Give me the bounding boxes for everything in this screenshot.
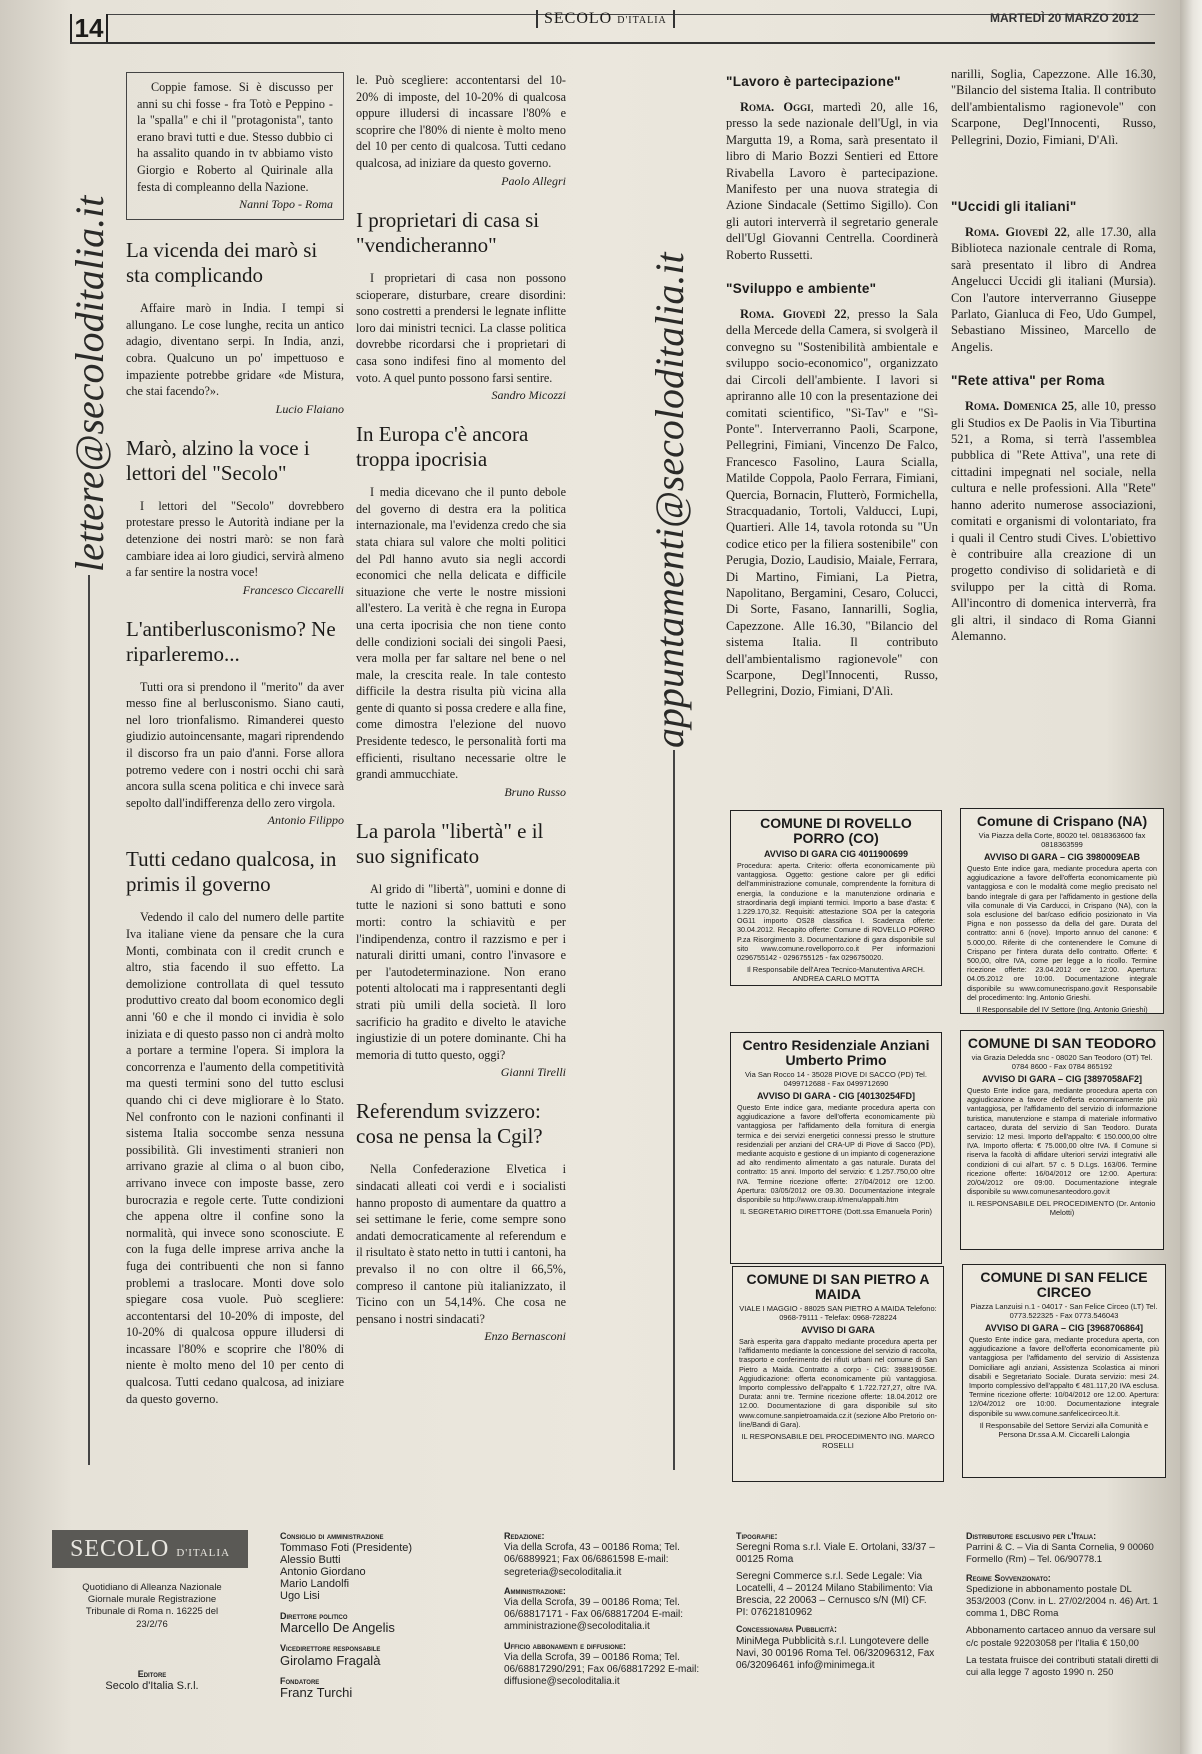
ad-san-pietro-a-maida bbox=[732, 1266, 944, 1482]
letter-title: Tutti cedano qualcosa, in primis il governo bbox=[126, 847, 337, 897]
publisher-info: Quotidiano di Alleanza Nazionale Giornale murale Registrazione Tribunale di Roma n. 16225 del 23/2/76 bbox=[82, 1582, 222, 1630]
page-edge bbox=[1180, 0, 1202, 1754]
ad-title: COMUNE DI SAN FELICE CIRCEO bbox=[980, 1269, 1148, 1300]
letter-box bbox=[126, 72, 344, 220]
letter-signature: Gianni Tirelli bbox=[500, 1065, 566, 1080]
appointment-body: , alle 10, presso gli Studios ex De Paolis in Via Tiburtina 521, a Roma, si terrà l'assemblea pubblica di "Rete Attiva", una rete di cittadini impegnati nel sociale, nella cultura e nelle professioni. Alla "Rete" hanno aderito numerose associazioni, comitati e organismi di volontariato, fra i quali il Centro studi Cives. L'obiettivo è contribuire alla creazione di un progetto condiviso di solidarietà e di sviluppo per la città di Roma. All'incontro di domenica interverrà, fra gli altri, il sindaco di Roma Gianni Alemanno. bbox=[951, 399, 1156, 643]
letter-body: I media dicevano che il punto debole del governo di destra era la politica internazionale, ma l'evidenza credo che sia stata chiara sul valore che molti politici del Pdl hanno avuto sia negli accordi economici che nella delicata e difficile situazione che verte le nostre missioni all'estero. La verità è che regna in Europa una certa ipocrisia che non tiene conto delle condizioni sociali dei singoli Paesi, vera molla per far saltare nel bene o nel male, la crescita reale. In tale contesto difficile la destra risulta più vicina alla gente di quanto si possa credere e alla fine, come dimostra l'elezione del nuovo Presidente tedesco, le personalità forti ma efficienti, risultano necessarie oltre le grandi ammucchiate. bbox=[356, 485, 566, 782]
appointment-body-continued: narilli, Soglia, Capezzone. Alle 16.30, "Bilancio del sistema Italia. Il contributo dell'ambientalismo ragionevole" con Scarpone, Degl'Innocenti, Russo, Pellegrini, Dozio, Fimiani, D'Alì. bbox=[951, 67, 1156, 147]
header-rule bbox=[70, 42, 1155, 44]
publication-name: SECOLO D'ITALIA bbox=[536, 10, 675, 28]
letter-title: In Europa c'è ancora troppa ipocrisia bbox=[356, 422, 529, 472]
appointments-email-label: appuntamenti@secoloditalia.it bbox=[647, 252, 692, 748]
letter-body: Vedendo il calo del numero delle partite Iva italiane viene da pensare che la cura Monti, combinata con il credit crunch e altro, stia facendo il suo effetto. La demolizione controllata di quel tessuto produttivo creato dal boom economico degli anni '60 e che il mondo ci invidia è solo iniziata e di questo passo non ci andrà molto a portare a termine l'opera. Si implora la concorrenza e l'aumento della competitività ma questi termini sono del tutto esclusi quando chi ci deve migliorare è lo Stato. Nel confronto con le nazioni confinanti il sistema Italia soccombe senza nessuna possibilità. Gli investimenti stranieri non arrivano grazie al clima o al buon cibo, arrivano invece con imposte basse, zero burocrazia e regole certe. Tutte condizioni che appena oltre il confine sono la normalità, qui invece sono sconosciute. E con la fuga delle imprese arriva anche la fuga dei contribuenti che non si fanno problemi a traslocare. Monti dove solo spiegare cosa vuole. Può scegliere: accontentarsi del 10-20% di imposte, del 10-20% di qualcosa oppure illudersi di incassare l'80% e scoprire che l'80% di niente è molto meno del 10 per cento di qualcosa. Tutti cedano qualcosa, ad iniziare da questo governo. bbox=[126, 910, 344, 1406]
letter-signature: Paolo Allegri bbox=[501, 174, 566, 188]
letter-title: La vicenda dei marò si sta complicando bbox=[126, 238, 318, 288]
appointment-title: "Lavoro è partecipazione" bbox=[726, 74, 901, 89]
ad-notice: AVVISO DI GARA bbox=[801, 1325, 875, 1335]
ad-responsible: Il Responsabile del Settore Servizi alla Comunità e Persona Dr.ssa A.M. Ciccarelli Lalongia bbox=[979, 1420, 1149, 1439]
appointment-lead: Roma. Giovedì 22 bbox=[965, 225, 1067, 239]
appointments-vertical-rule bbox=[673, 750, 675, 1470]
appointment-title: "Uccidi gli italiani" bbox=[951, 199, 1077, 214]
ad-title: COMUNE DI SAN PIETRO A MAIDA bbox=[746, 1271, 930, 1302]
letters-column-2 bbox=[356, 72, 566, 1345]
letter-title: I proprietari di casa si "vendicheranno" bbox=[356, 208, 540, 257]
page-number: 14 bbox=[70, 14, 108, 44]
appointment-body: , martedì 20, alle 16, presso la sede nazionale dell'Ugl, in via Margutta 19, a Roma, sarà presentato il libro di Mario Bozzi Sentieri ed Ettore Rivabella Lavoro è partecipazione. Manifesto per una nuova strategia di Azione Sindacale (Settimo Sigillo). Con gli autori interverrà il segretario generale dell'Ugl Giovanni Centrella. Coordinerà Roberto Russetti. bbox=[726, 100, 938, 262]
appointment-body: , alle 17.30, alla Biblioteca nazionale centrale di Roma, sarà presentato il libro di Andrea Angelucci Uccidi gli italiani (Mursia). Con l'autore interverranno Giuseppe Parlato, Gianluca di Feo, Udo Gumpel, Sebastiano Missineo, Marcello de Angelis. bbox=[951, 225, 1156, 354]
letter-title: Marò, alzino la voce i lettori del "Secolo" bbox=[126, 435, 310, 485]
letter-signature: Nanni Topo - Roma bbox=[239, 197, 333, 212]
appointment-body: , presso la Sala della Mercede della Camera, si svolgerà il convegno su "Sostenibilità ambientale e sviluppo socio-economico", organizzato dai Circoli dell'ambiente. I lavori si apriranno alle 10 con la presentazione dei comitati scientifico, "Sì-Tav" e "Sì-Ponte". Interverranno Paoli, Scarpone, Pellegrini, Fimiani, Vincenzo De Falco, Francesco Fasolino, Laura Scialla, Matilde Coppola, Paolo Ferrara, Fimiani, Quercia, Bornacin, Flutterò, Formichella, Stracquadanio, Tortoli, Valducci, Lupi, Quartieri. Alle 14, tavola rotonda su "Un codice etico per la filiera sostenibile" con Perugia, Dozio, Laudisio, Maiale, Ferrara, Di Martino, Fimiani, La Pietra, Napolitano, Bergamini, Cesaro, Colucci, Di Sorte, Fasano, Iannarilli, Soglia, Capezzone. Alle 16.30, "Bilancio del sistema Italia. Il contributo dell'ambientalismo ragionevole" con Scarpone, Degl'Innocenti, Russo, Pellegrini, Dozio, Fimiani, D'Alì. bbox=[726, 307, 938, 699]
ad-address: Via San Rocco 14 - 35028 PIOVE DI SACCO (PD) Tel. 0499712688 - Fax 0499712690 bbox=[745, 1070, 927, 1088]
editore: Editore Secolo d'Italia S.r.l. bbox=[105, 1669, 199, 1693]
letter-title: L'antiberlusconismo? Ne riparleremo... bbox=[126, 616, 336, 666]
appointment-title: "Sviluppo e ambiente" bbox=[726, 281, 877, 297]
ad-title: Centro Residenziale Anziani Umberto Primo bbox=[742, 1037, 930, 1068]
letter-title: La parola "libertà" e il suo significato bbox=[356, 818, 544, 868]
appointment-lead: Roma. Oggi bbox=[740, 100, 811, 114]
ad-address: via Grazia Deledda snc - 08020 San Teodoro (OT) Tel. 0784 8600 - Fax 0784 865192 bbox=[971, 1053, 1153, 1071]
secolo-logo: SECOLO D'ITALIA bbox=[52, 1530, 248, 1568]
letter-title: Referendum svizzero: cosa ne pensa la Cgil? bbox=[356, 1099, 543, 1149]
ad-title: COMUNE DI ROVELLO PORRO (CO) bbox=[760, 815, 912, 846]
board: Consiglio di amministrazione Tommaso Foti (Presidente) Alessio Butti Antonio Giordano Mario Landolfi Ugo Lisi Direttore politico Marcello De Angelis Vicedirettore responsabile Girolamo Fragalà Fondatore Franz Turchi bbox=[280, 1531, 413, 1700]
letter-body: Coppie famose. Si è discusso per anni su chi fosse - fra Totò e Peppino - la "spalla" e chi il "protagonista", tanto erano bravi tutti e due. Stesso dubbio ci ha assalito quando in tv abbiamo visto Giorgio e Roberto al Quirinale alla festa di compleanno della Nazione. bbox=[137, 80, 333, 194]
ad-notice: AVVISO DI GARA – CIG 3980009EAB bbox=[983, 852, 1141, 862]
ad-title: COMUNE DI SAN TEODORO bbox=[967, 1035, 1157, 1051]
letter-body: Al grido di "libertà", uomini e donne di tutte le nazioni si sono battuti e sono morti: contro la schiavitù e per l'indipendenza, contro il razzismo e per i naturali diritti umani, contro l'invasore e per l'autodeterminazione. Non erano potenti altolocati ma i rappresentanti degli strati più umili della società. Il loro sacrificio ha gradito e divelto le ataviche ingiustizie di un potere dominante. Chi ha memoria di tutto questo, oggi? bbox=[356, 881, 566, 1062]
ad-body: Questo Ente indice gara, mediante procedura aperta con aggiudicazione a favore dell'offerta economicamente più vantaggiosa per l'affidamento della fornitura di energia termica e dei servizi energetici connessi presso le strutture residenziali per anziani del CRA-UP di Piove di Sacco (PD), mediante acquisto e gestione di un impianto di cogenerazione ad alto rendimento alimentato a gas naturale. Durata del contratto: 15 anni. Importo del servizio: € 1.257.750,00 oltre IVA. Termine ricezione offerte: 27/04/2012 ore 12:00. Apertura: 03/05/2012 ore 09.30. Documentazione integrale disponibile su http://www.craup.it/menu/appalti.htm bbox=[737, 1103, 935, 1205]
ad-notice: AVVISO DI GARA CIG 4011900699 bbox=[763, 849, 909, 859]
ad-body: Procedura: aperta. Criterio: offerta economicamente più vantaggiosa. Oggetto: gestione calore per gli edifici dell'amministrazione comunale, comprendente la fornitura di energia, la conduzione e la manutenzione ordinaria e straordinaria degli impianti termici. Importo a base d'asta: € 1.229.170,32. Requisiti: attestazione SOA per la categoria OG11 importo OS28 classifica I. Scadenza offerte: 30.04.2012. Recapito offerte: Comune di ROVELLO PORRO P.za Risorgimento 3. Documentazione di gara disponibile sul sito www.comune.rovelloporro.co.it Per informazioni 0296755142 - 0296755125 - fax 0296750020. bbox=[737, 861, 935, 963]
ad-crispano bbox=[960, 808, 1164, 1014]
appointments-column-1 bbox=[726, 74, 938, 736]
ad-rovello-porro bbox=[730, 810, 942, 986]
ad-notice: AVVISO DI GARA – CIG [3968706864] bbox=[984, 1323, 1144, 1333]
contacts: Redazione: Via della Scrofa, 43 – 00186 Roma; Tel. 06/6889921; Fax 06/6861598 E-mail: segreteria@secoloditalia.it Amministrazione: Via della Scrofa, 39 – 00186 Roma; Tel. 06/68817171 - Fax 06/68817204 E-mail: amministrazione@secoloditalia.it Ufficio abbonamenti e diffusione: Via della Scrofa, 39 – 00186 Roma; Tel. 06/68817290/291; Fax 06/68817292 E-mail: diffusione@secoloditalia.it bbox=[504, 1531, 700, 1688]
letter-signature: Sandro Micozzi bbox=[491, 388, 566, 403]
letter-body-continued: le. Può scegliere: accontentarsi del 10-20% di imposte, del 10-20% di qualcosa oppure illudersi di incassare l'80% e scoprire che l'80% di niente è molto meno del 10 per cento di qualcosa. Tutti cedano qualcosa, ad iniziare da questo governo. bbox=[356, 73, 566, 170]
appointment-lead: Roma. Giovedì 22 bbox=[740, 307, 847, 322]
ad-responsible: Il Responsabile dell'Area Tecnico-Manutentiva ARCH. ANDREA CARLO MOTTA bbox=[746, 965, 926, 984]
letter-body: Affaire marò in India. I tempi si allungano. Le cose lunghe, recita un antico adagio, diventano serpi. In India, anzi, cobra. Qualcuno un po' impettuoso e impaziente potrebbe gridare «de Mistura, che stai facendo?». bbox=[126, 301, 344, 399]
letter-signature: Lucio Flaiano bbox=[275, 401, 344, 416]
appointment-lead: Roma. Domenica 25 bbox=[965, 399, 1075, 414]
distribution-info: Distributore esclusivo per l'Italia: Parrini & C. – Via di Santa Cornelia, 9 00060 Formello (Rm) – Tel. 06/90778.1 Regime Sovvenzionato: Spedizione in abbonamento postale DL 353/2003 (Conv. in L. 27/02/2004 n. 46) Art. 1 comma 1, DBC Roma Abbonamento cartaceo annuo da versare sul c/c postale 92203058 per l'Italia € 150,00 La testata fruisce dei contributi statali diretti di cui alla legge 7 agosto 1990 n. 250 bbox=[966, 1531, 1159, 1679]
ad-address: Piazza Lanzuisi n.1 - 04017 - San Felice Circeo (LT) Tel. 0773.522325 - Fax 0773.546043 bbox=[970, 1302, 1158, 1320]
ad-title: Comune di Crispano (NA) bbox=[976, 813, 1148, 829]
ad-centro-anziani bbox=[730, 1032, 942, 1264]
letter-body: Nella Confederazione Elvetica i sindacati alleati coi verdi e i socialisti hanno proposto di aumentare da quattro a sei settimane le ferie, come sempre sono andati democraticamente al referendum e il risultato è stato netto in tutti i cantoni, ha prevalso il no con oltre il 66,5%, compreso il cantone più italianizzato, il Ticino con un 54,14%. Che cosa ne pensano i nostri sindacati? bbox=[356, 1162, 566, 1326]
letter-body: Tutti ora si prendono il "merito" da aver messo fine al berlusconismo. Siano cauti, nel loro trionfalismo. Rimanderei questo giudizio autoincensante, magari riprendendo il discorso fra un paio d'anni. Forse allora potremo vedere con i nostri occhi chi sarà ancora sulla scena politica e chi invece sarà sepolto dall'indifferenza dello zero virgola. bbox=[126, 679, 344, 810]
letters-email-label: lettere@secoloditalia.it bbox=[67, 195, 112, 572]
ad-responsible: Il Responsabile del IV Settore (Ing. Antonio Grieshi) bbox=[976, 1005, 1148, 1015]
ad-notice: AVVISO DI GARA - CIG [40130254FD] bbox=[756, 1091, 916, 1101]
letter-signature: Antonio Filippo bbox=[267, 813, 344, 828]
ad-responsible: IL SEGRETARIO DIRETTORE (Dott.ssa Emanuela Porin) bbox=[740, 1207, 932, 1217]
ad-body: Questo Ente indice gara, mediante procedura aperta con aggiudicazione a favore dell'offerta economicamente più vantaggiosa, per l'affidamento del servizio di informazione turistica, manutenzione e stampa di materiale informativo cartaceo, durata del servizio di San Teodoro. Durata servizio: 12 mesi. Importo dell'appalto: € 150.000,00 oltre IVA. Importo offerta: € 75.000,00 oltre IVA. Il Comune si riserva la facoltà di affidare ulteriori servizi integrativi alle condizioni di cui all'art. 57 c. 5 D.Lgs. 163/06. Termine ricezione offerte: 16/04/2012 ore 12:00. Apertura: 20/04/2012 ore 09:00. Documentazione integrale disponibile su www.comunesanteodoro.gov.it bbox=[967, 1086, 1157, 1197]
letter-signature: Bruno Russo bbox=[504, 784, 566, 799]
letter-signature: Francesco Ciccarelli bbox=[242, 582, 344, 597]
ad-notice: AVVISO DI GARA – CIG [3897058AF2] bbox=[981, 1074, 1143, 1084]
letters-column-1 bbox=[126, 72, 344, 1406]
ad-address: Via Piazza della Corte, 80020 tel. 0818363600 fax 0818363599 bbox=[978, 831, 1146, 849]
ad-san-teodoro bbox=[960, 1030, 1164, 1250]
letter-body: I proprietari di casa non possono scioperare, disturbare, creare disordini: sono costretti a prendersi le legnate inflitte loro dai ministri tecnici. La classe politica dovrebbe ricordarsi che i proprietari di casa sono indifesi fino al momento del voto. A quel punto possono farsi sentire. bbox=[356, 271, 566, 385]
ad-address: VIALE I MAGGIO - 88025 SAN PIETRO A MAIDA Telefono: 0968-79111 - Telefax: 0968-728224 bbox=[739, 1304, 937, 1322]
appointment-title: "Rete attiva" per Roma bbox=[951, 373, 1105, 389]
ad-responsible: IL RESPONSABILE DEL PROCEDIMENTO (Dr. Antonio Melotti) bbox=[968, 1199, 1156, 1218]
letters-vertical-rule bbox=[88, 575, 90, 1465]
appointments-column-2 bbox=[951, 66, 1156, 644]
letter-body: I lettori del "Secolo" dovrebbero protestare presso le Autorità indiane per la detenzione dei nostri marò: se non farà cambiare idea ai loro giudici, servirà almeno a far sentire la nostra voce! bbox=[126, 498, 344, 580]
masthead-footer bbox=[52, 1520, 1172, 1726]
ad-san-felice-circeo bbox=[962, 1264, 1166, 1478]
printing-info: Tipografie: Seregni Roma s.r.l. Viale E. Ortolani, 33/37 – 00125 Roma Seregni Commerce s.r.l. Sede Legale: Via Locatelli, 4 – 20124 Milano Stabilimento: Via Brescia, 22 20063 – Cernusco s/N (MI) CF. PI: 07621810962 Concessionaria Pubblicità: MiniMega Pubblicità s.r.l. Lungotevere delle Navi, 30 00196 Roma Tel. 06/32096312, Fax 06/32096461 info@minimega.it bbox=[736, 1531, 935, 1672]
ad-body: Questo Ente indice gara, mediante procedura aperta, con aggiudicazione a favore dell'offerta economicamente più vantaggiosa per l'affidamento del servizio di Assistenza Domiciliare agli anziani, Assistenza Scolastica ai minori disabili e Segretariato Sociale. Durata servizio: mesi 24. Importo complessivo dell'appalto € 481.117,20 IVA esclusa. Termine ricezione offerte: 10/04/2012 ore 12.00. Apertura: 12/04/2012 ore 10:00. Documentazione integrale disponibile su www.comune.sanfelicecirceo.lt.it. bbox=[969, 1335, 1159, 1418]
letter-signature: Enzo Bernasconi bbox=[484, 1329, 566, 1344]
ad-body: Questo Ente indice gara, mediante procedura aperta con aggiudicazione a favore dell'offerta economicamente più vantaggiosa e con le modalità come meglio precisato nel bando integrale di gara per l'affidamento in gestione della villa comunale di Via Carducci, in Crispano (NA), con la sola esclusione del bar/caso edificio posizionato in Via Pigna e non possesso da della del gare. Durata del contratto: anni 6 (nove). Importo annuo del canone: € 5.000,00. Riferite di che contenendere le Comune di Crispano per l'intera durata dello contratto. Offerte: € 500,00, oltre IVA, come per legge a lo ricollo. Termine ricezione offerte: 23.04.2012 ore 12:00. Apertura: 04.05.2012 ore 10:00. Documentazione integrale disponibile su www.comunecrispano.gov.it Responsabile del procedimento: Ing. Antonio Grieshi. bbox=[967, 864, 1157, 1002]
issue-date: MARTEDÌ 20 MARZO 2012 bbox=[990, 11, 1139, 25]
ad-responsible: IL RESPONSABILE DEL PROCEDIMENTO ING. MARCO ROSELLI bbox=[741, 1432, 935, 1451]
ad-body: Sarà esperita gara d'appalto mediante procedura aperta per l'affidamento mediante la concessione del servizio di raccolta, trasporto e conferimento dei rifiuti urbani nel comune di San Pietro a Maida. Contratto a corpo - CIG: 398819056E. Aggiudicazione: offerta economicamente più vantaggiosa. Importo complessivo dell'appalto € 1.722.727,27, oltre IVA. Durata: anni tre. Termine ricezione offerte: 18.04.2012 ore 12.00. Documentazione di gara disponibile sul sito www.comune.sanpietroamaida.cz.it (sezione Albo Pretorio on-line/Bandi di Gara). bbox=[739, 1337, 937, 1429]
